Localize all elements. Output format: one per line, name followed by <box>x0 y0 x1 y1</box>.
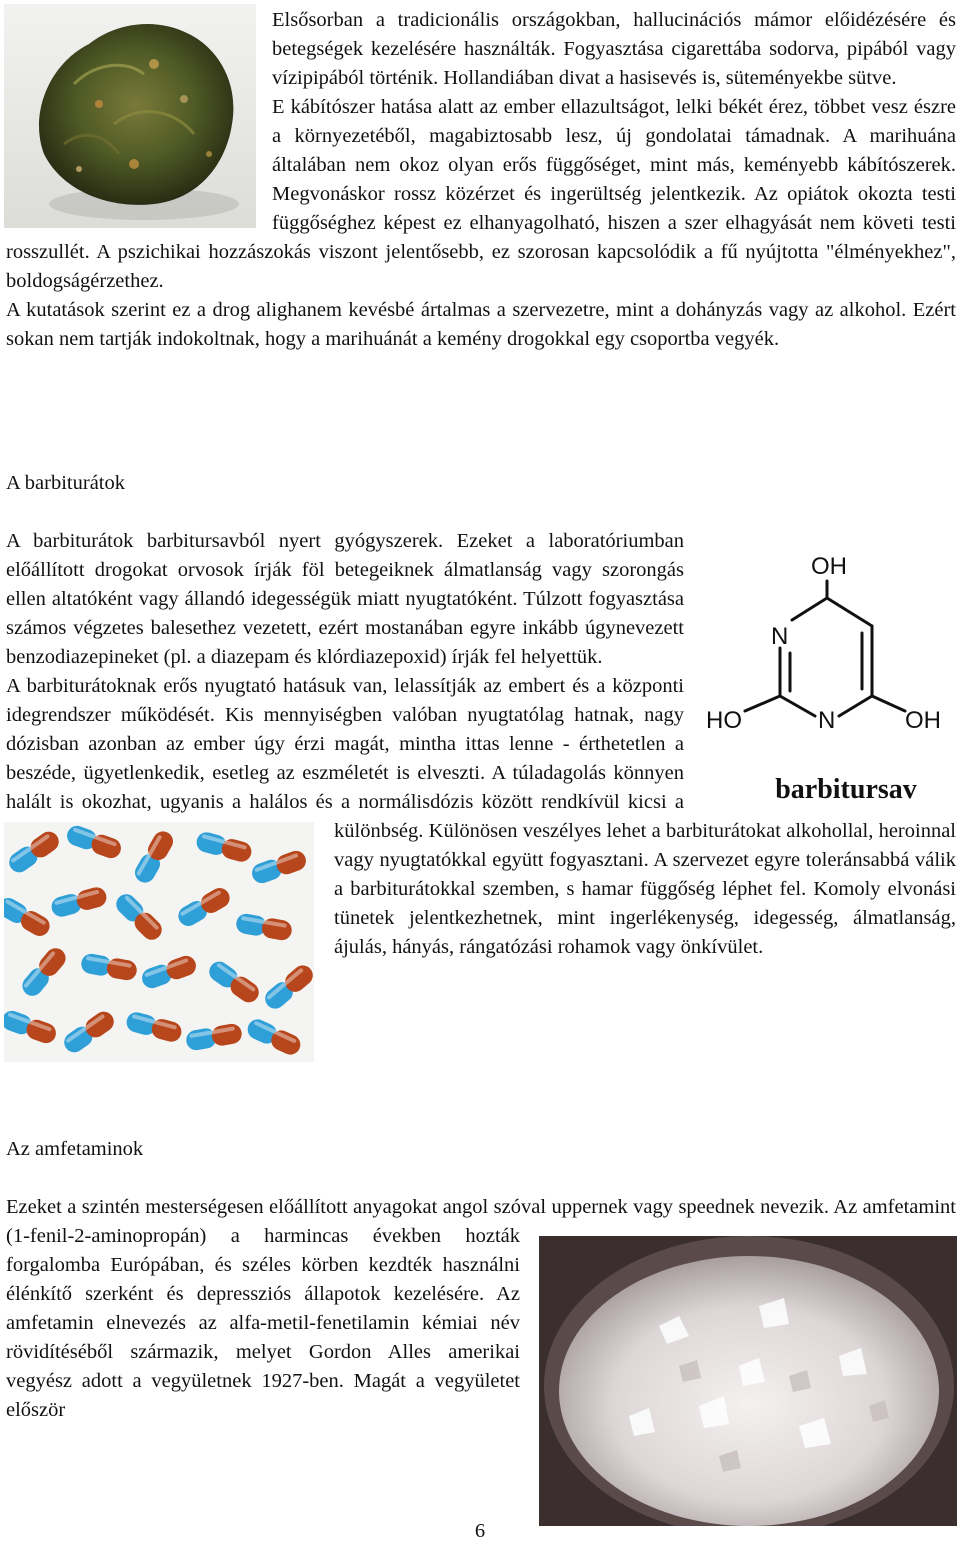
cannabis-paragraph-1: Elsősorban a tradicionális országokban, hallucinációs mámor előidézésére és betegségek kezelésére használták. Fogyasztása cigarettába sodorva, pipából vagy vízipipából történik. Hollandiában divat a hasisevés is, süteményekbe sütve. <box>272 9 956 89</box>
atom-ho-left: HO <box>706 707 742 734</box>
cannabis-paragraph-2: E kábítószer hatása alatt az ember ellazultságot, lelki békét érez, többet vesz észre a környezetéből, magabiztosabb lesz, új gondolatai támadnak. A marihuána általában nem okoz olyan erős függőséget, mint más, keményebb kábítószerek. Megvonáskor rossz közérzet és ingerültség jelentkezik. Az opiátok okozta testi függőséghez képest ez elhanyagolható, hiszen a szer elhagyását nem követi testi rosszullét. A pszichikai hozzászokás viszont jelentősebb, ez szorosan kapcsolódik a fű nyújtotta "élményekhez", boldogságérzethez. <box>6 96 956 292</box>
float-spacer <box>684 527 956 817</box>
atom-oh-right: OH <box>905 707 941 734</box>
barbiturate-paragraph-2: A barbiturátoknak erős nyugtató hatásuk van, lelassítják az embert és a központi idegrendszer működését. Kis mennyiségben valóban nyugtatólag hatnak, nagy dózisban azonban az ember úgy érzi magát, mintha ittas lenne - érthetetlen a beszéde, ügyetlenkedik, esetleg az eszméletét is elveszti. A túladagolás könnyen halált is okozhat, ugyanis a halálos és a normálisdózis között rendkívül kicsi a különbség. Különösen veszélyes lehet a barbiturátokat alkohollal, heroinnal vagy nyugtatókkal együtt fogyasztani. A szervezet egyre toleránsabbá válik a barbiturátokkal szemben, s hamar függőség léphet fel. Komoly elvonási tünetek jelentkezhetnek, mint ingerlékenység, idegesség, álmatlanság, ájulás, hányás, rángatózási rohamok vagy önkívület. <box>6 675 956 958</box>
section-heading-barbiturates: A barbiturátok <box>6 472 125 494</box>
atom-n-left: N <box>771 623 789 650</box>
barbiturate-heading-block <box>6 469 956 498</box>
molecule-caption: barbitursav <box>775 774 917 805</box>
page-number: 6 <box>474 1520 486 1542</box>
barbiturate-paragraph-1: A barbiturátok barbitursavból nyert gyógyszerek. Ezeket a laboratóriumban előállított drogokat orvosok írják föl betegeiknek álmatlanság vagy szorongás ellen altatóként vagy állandó idegességük miatt nyugtatóként. Túlzott fogyasztása számos végzetes balesethez vezetett, ezért mostanában egyre inkább úgynevezett benzodiazepineket (pl. a diazepam és klórdiazepoxid) írják fel helyettük. <box>6 530 684 668</box>
atom-oh-top: OH <box>811 553 847 580</box>
cannabis-section <box>6 6 956 354</box>
cannabis-paragraph-3: A kutatások szerint ez a drog alighanem kevésbé ártalmas a szervezetre, mint a dohányzás vagy az alkohol. Ezért sokan nem tartják indokoltnak, hogy a marihuánát a kemény drogokkal egy csoportba vegyék. <box>6 299 956 350</box>
barbiturate-section <box>6 527 956 1081</box>
amphetamine-paragraph-1: Ezeket a szintén mesterségesen előállított anyagokat angol szóval uppernek vagy speednek nevezik. Az amfetamint (1-fenil-2-aminopropán) a harmincas években hozták forgalomba Európában, és széles körben kezdték használni élénkítő szerként és depressziós állapotok kezelésére. Az amfetamin elnevezés az alfa-metil-fenetilamin kémiai név rövidítéséből származik, melyet Gordon Alles amerikai vegyész adott a vegyületnek 1927-ben. Magát a vegyületet először <box>6 1196 956 1421</box>
amphetamine-heading-block <box>6 1135 956 1164</box>
float-spacer <box>520 1222 956 1522</box>
float-spacer <box>6 817 334 1081</box>
atom-n-bottom: N <box>818 707 836 734</box>
float-spacer <box>6 6 272 230</box>
section-heading-amphetamines: Az amfetaminok <box>6 1138 144 1160</box>
amphetamine-section <box>6 1193 956 1522</box>
